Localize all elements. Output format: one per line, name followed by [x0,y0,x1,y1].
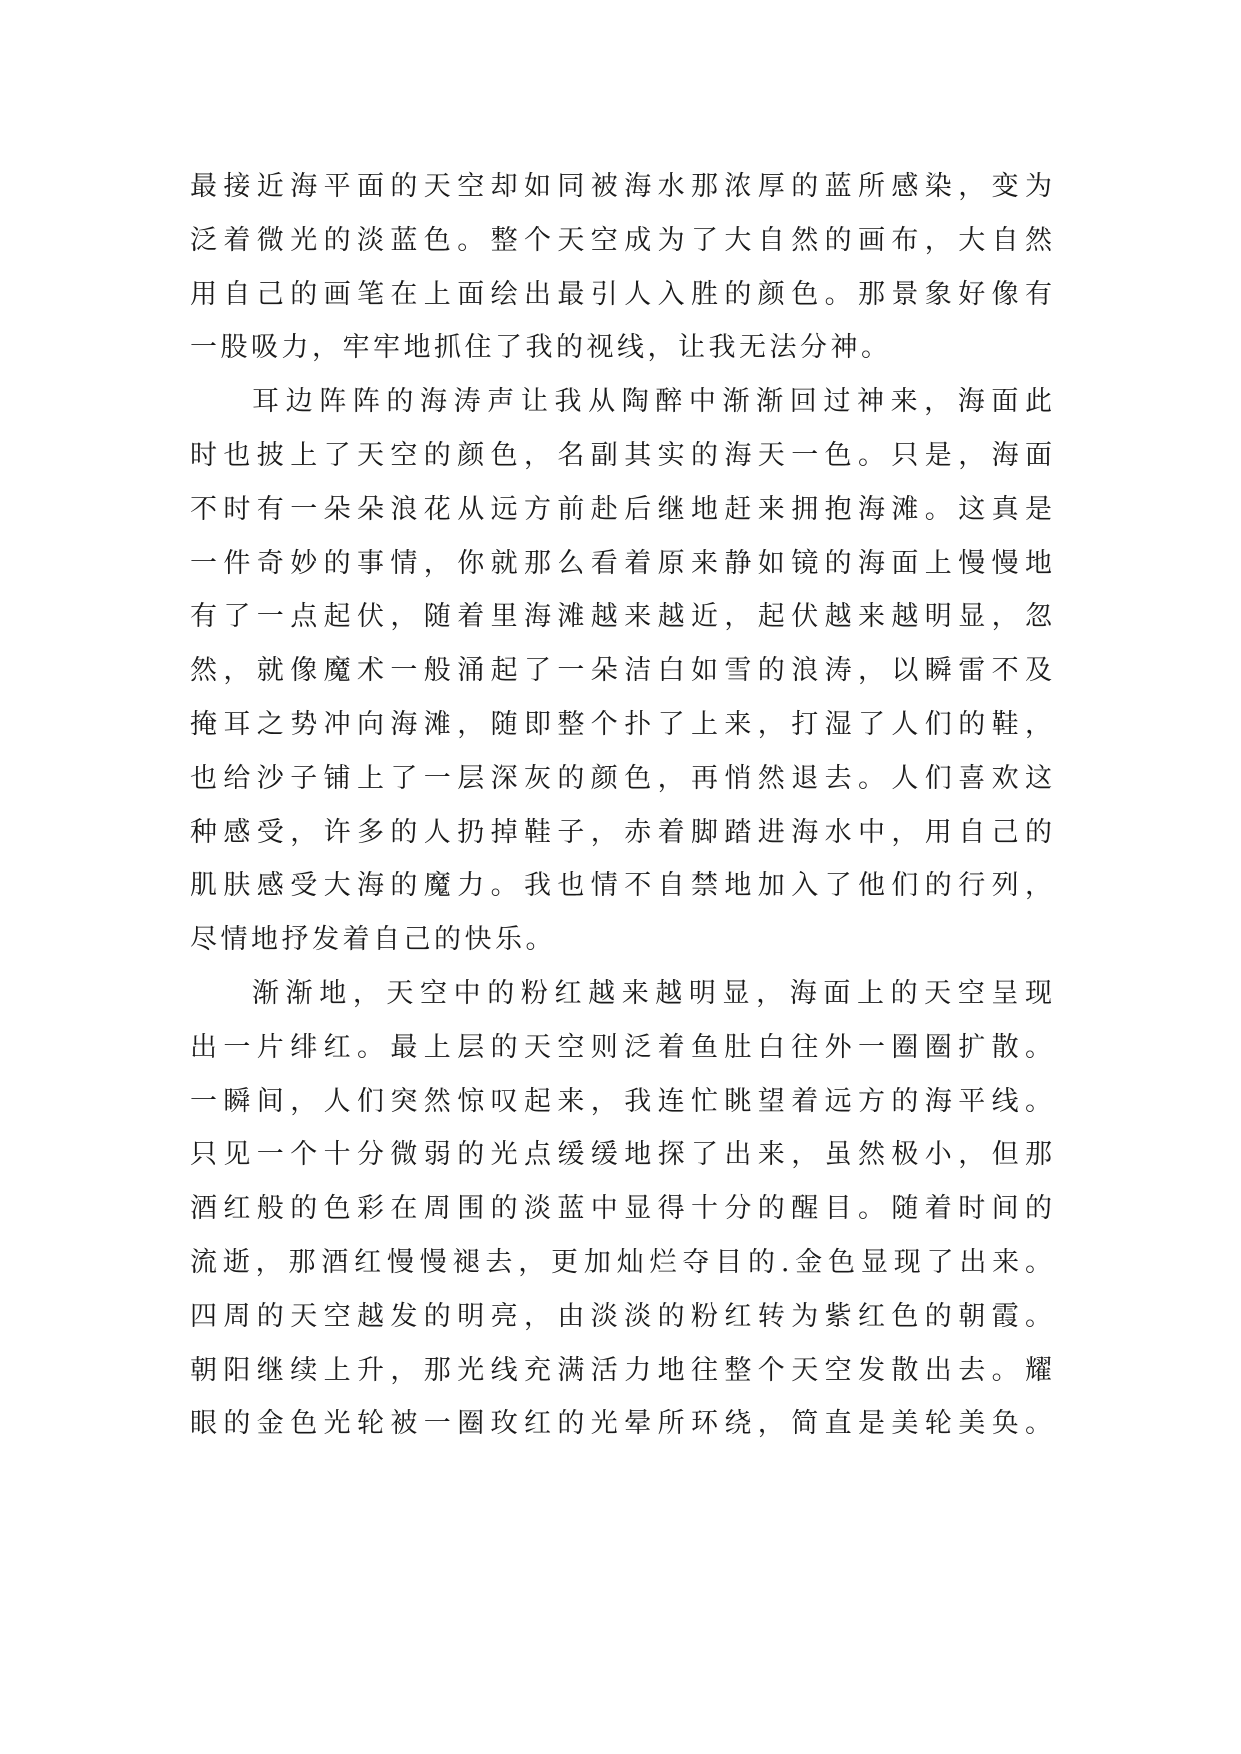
text-line: 用自己的画笔在上面绘出最引人入胜的颜色。那景象好像有 [190,278,1052,310]
text-line: 一瞬间，人们突然惊叹起来，我连忙眺望着远方的海平线。 [190,1085,1052,1117]
text-line: 眼的金色光轮被一圈玫红的光晕所环绕，简直是美轮美奂。 [190,1408,1052,1440]
text-line: 一件奇妙的事情，你就那么看着原来静如镜的海面上慢慢地 [190,547,1052,579]
text-line: 耳边阵阵的海涛声让我从陶醉中渐渐回过神来，海面此 [252,386,1052,418]
text-line: 也给沙子铺上了一层深灰的颜色，再悄然退去。人们喜欢这 [190,762,1052,794]
document-body [190,160,1052,1451]
text-line: 种感受，许多的人扔掉鞋子，赤着脚踏进海水中，用自己的 [190,816,1052,848]
text-line: 只见一个十分微弱的光点缓缓地探了出来，虽然极小，但那 [190,1139,1052,1171]
text-line: 掩耳之势冲向海滩，随即整个扑了上来，打湿了人们的鞋， [190,708,1052,740]
text-line: 时也披上了天空的颜色，名副其实的海天一色。只是，海面 [190,439,1052,471]
text-line: 然，就像魔术一般涌起了一朵洁白如雪的浪涛，以瞬雷不及 [190,655,1052,687]
text-line: 泛着微光的淡蓝色。整个天空成为了大自然的画布，大自然 [190,224,1052,256]
text-line: 尽情地抒发着自己的快乐。 [190,924,556,956]
text-line: 流逝，那酒红慢慢褪去，更加灿烂夺目的.金色显现了出来。 [190,1246,1052,1278]
text-line: 一股吸力，牢牢地抓住了我的视线，让我无法分神。 [190,332,892,364]
text-line: 最接近海平面的天空却如同被海水那浓厚的蓝所感染，变为 [190,171,1052,202]
text-line: 肌肤感受大海的魔力。我也情不自禁地加入了他们的行列， [190,870,1052,902]
paragraph-1 [190,160,1052,375]
text-line: 有了一点起伏，随着里海滩越来越近，起伏越来越明显，忽 [190,601,1052,633]
paragraph-2 [190,375,1052,967]
text-line: 出一片绯红。最上层的天空则泛着鱼肚白往外一圈圈扩散。 [190,1031,1052,1063]
text-line: 酒红般的色彩在周围的淡蓝中显得十分的醒目。随着时间的 [190,1193,1052,1225]
text-line: 四周的天空越发的明亮，由淡淡的粉红转为紫红色的朝霞。 [190,1300,1052,1332]
text-line: 渐渐地，天空中的粉红越来越明显，海面上的天空呈现 [252,977,1052,1009]
paragraph-3 [190,967,1052,1451]
text-line: 不时有一朵朵浪花从远方前赴后继地赶来拥抱海滩。这真是 [190,493,1052,525]
text-line: 朝阳继续上升，那光线充满活力地往整个天空发散出去。耀 [190,1354,1052,1386]
